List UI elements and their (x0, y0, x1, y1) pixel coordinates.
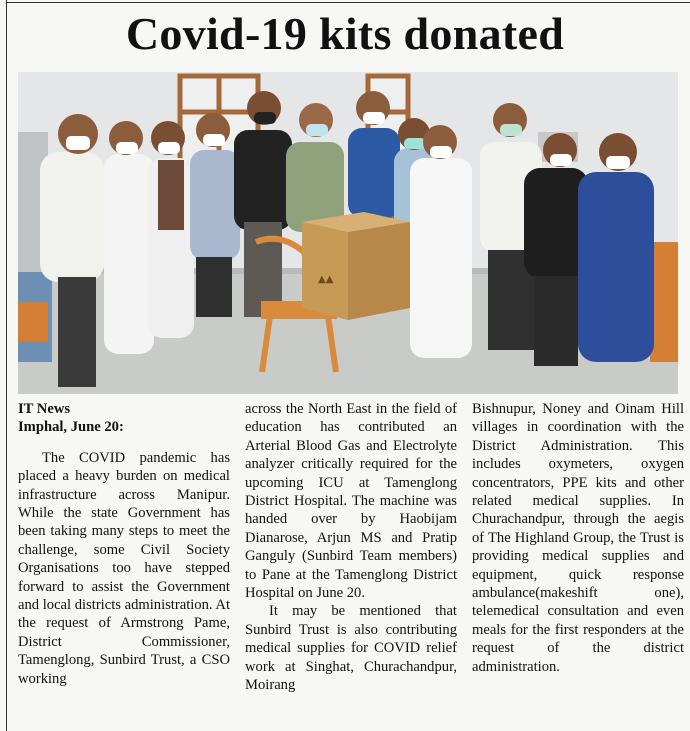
article-column-2 (245, 400, 457, 695)
top-rule (6, 2, 690, 3)
byline-agency: IT News (18, 401, 71, 417)
headline: Covid-19 kits donated (125, 8, 565, 59)
group-photo-illustration (18, 72, 678, 394)
news-photo (18, 72, 678, 394)
person-2 (104, 121, 154, 354)
svg-text:▲▲: ▲▲ (318, 274, 334, 285)
article-column-3 (472, 400, 684, 676)
left-column-rule (6, 0, 7, 731)
article-paragraph: The COVID pandemic has placed a heavy burden on medical infrastructure across Manipur. While the state Government has been taking many steps to meet the challenge, some Civil Society Organisations too have stepped forward to assist the Government and local districts administration. At the request of Armstrong Pame, District Commissioner, Tamenglong, Sunbird Trust, a CSO working (18, 449, 230, 687)
article-paragraph: Bishnupur, Noney and Oinam Hill villages in coordination with the District Administration. This includes oxymeters, oxygen concentrators, PPE kits and other related medical supplies. In Churachandpur, through the aegis of The Highland Group, the Trust is providing medical supplies and equipment, quick response ambulance(makeshift one), telemedical consultation and even meals for the first responders at the request of the district administration. (472, 401, 684, 675)
person-9 (410, 125, 472, 358)
paragraph-gap (18, 437, 230, 449)
article-column-1 (18, 400, 230, 688)
byline-dateline: Imphal, June 20: (18, 419, 124, 436)
article-paragraph: across the North East in the field of education has contributed an Arterial Blood Gas and Electrolyte analyzer critically required for the upcoming ICU at Tamenglong District Hospital. The machine was handed over by Haobijam Dianarose, Arjun MS and Pratip Ganguly (Sunbird Team members) to Pane at the Tamenglong District Hospital on June 20. (245, 401, 457, 602)
article-paragraph: It may be mentioned that Sunbird Trust is also contributing medical supplies for COVID relief work at Singhat, Churachandpur, Moirang (245, 603, 457, 694)
analyzer-box (302, 212, 410, 320)
